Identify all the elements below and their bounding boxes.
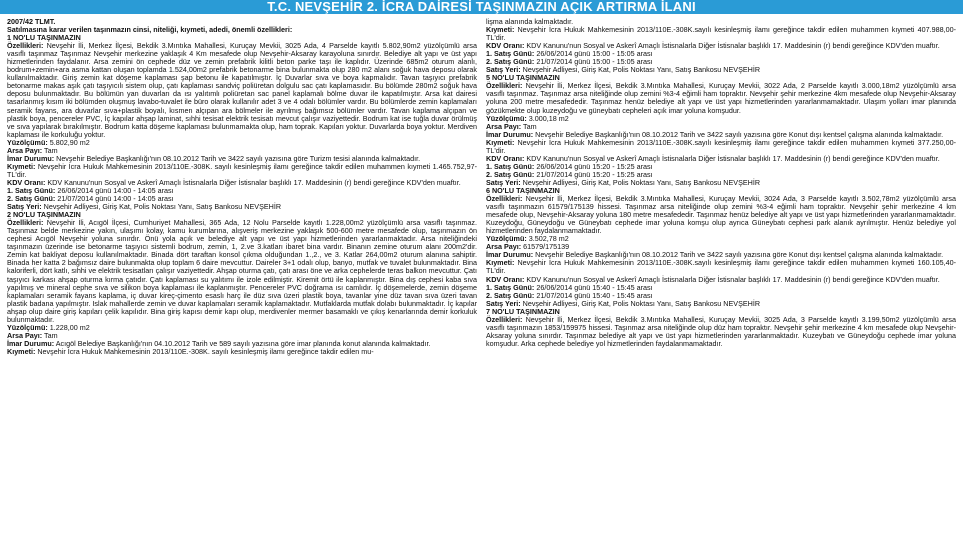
field-text: 5.802,90 m2 — [47, 137, 90, 147]
field-label: Arsa Payı: — [486, 242, 522, 252]
field-label: KDV Oranı: — [486, 41, 525, 51]
announcement-body — [0, 14, 963, 537]
field-text: 3.000,18 m2 — [526, 113, 569, 123]
field-text: 21/07/2014 günü 15:20 - 15:25 arası — [534, 169, 653, 179]
field-label: Yüzölçümü: — [7, 322, 48, 332]
field-label: 2. Satış Günü: — [7, 194, 56, 204]
field-label: 7 NO'LU TAŞINMAZIN — [486, 306, 560, 316]
field-text: 26/06/2014 günü 15:20 - 15:25 arası — [534, 161, 653, 171]
field-label: Yüzölçümü: — [486, 234, 527, 244]
field-label: KDV Oranı: — [486, 274, 525, 284]
paragraph — [486, 139, 956, 155]
field-label: Satış Yeri: — [486, 177, 521, 187]
field-text: 26/06/2014 günü 15:00 - 15:05 arası — [534, 49, 653, 59]
field-label: İmar Durumu: — [486, 129, 534, 139]
field-label: Satış Yeri: — [7, 202, 42, 212]
field-text: 61579/175139 — [521, 242, 570, 252]
right-column — [486, 18, 956, 537]
paragraph — [7, 324, 477, 332]
paragraph — [486, 115, 956, 123]
field-label: Özellikleri: — [486, 314, 523, 324]
field-label: Kıymeti: — [486, 137, 515, 147]
field-text: Nevşehir İli, Merkez İlçesi, Bekdik 3.Mıntıka Mahallesi, Kuruçay Mevkii, 3025 Ada, 3 Parselde kayıtlı 3.199,50m2 yüzölçümlü arsa vasıflı taşınmazın 1853/159975 hissesi. Taşınmaz arsa niteliğinde olup düz ham topraktır. Nevşehir şehir merkezine 4 km mesafede olup Nevşehir-Aksaray yoluna sınırdır. Taşınmaz belediye alt yapı ve üst yapı hizmetlerinden yararlanmaktadır. Kuzeybatı ve Güneydoğu cephede imar yoluna komşudur. Arka cephede belediye yol hizmetlerinden faydalanmamaktadır. — [486, 314, 956, 348]
field-label: Özellikleri: — [486, 194, 523, 204]
left-column — [7, 18, 477, 537]
field-label: İmar Durumu: — [486, 250, 534, 260]
field-text: Tam — [42, 330, 58, 340]
field-label: 2. Satış Günü: — [486, 290, 535, 300]
paragraph — [7, 163, 477, 179]
field-text: Nevşehir İcra Hukuk Mahkemesinin 2013/110E.-308K. sayılı kesinleşmiş ilamı gereğince takdir edilen mu- — [35, 346, 374, 356]
field-text: Nevşehir İli, Merkez İlçesi, Bekdik 3.Mıntıka Mahallesi, Kuruçay Mevkii, 3025 Ada, 4 Parselde kayıtlı 5.802,90m2 yüzölçümlü arsa vasıflı taşınmaz Taşınmaz Nevşehir merkezine yaklaşık 4 Km mesafede olup Nevşehir-Aksaray karayoluna sınırdır. Belediye alt yapı ve üst yapı hizmetlerinden faydalanır. Arsa zemini ön cephede düz ve zemin prefabrik kilitli beton parke taşı ile kaplıdır. Üzerinde 685m2 oturum alanlı, bodrum+zemin+ara asma kattan oluşan toplamda 1.524,00m2 prefabrik betonarme bina bulunmakta olup 280 m2 alanı soğuk hava deposu olarak kullanılmaktadır. Giriş zemin kat döşeme kaplaması şap betonu ile kapatılmıştır. İç Duvarlar sıva ve boya kapmalıdır. Tavan taşıyıcı prefabrik betonarme makas aşık çatı taşıyıcılı sistem olup, çatı kaplaması sandviç poliüretan dolgulu sac çatı kaplamasıdır. Bu bölümde 280m2 soğuk hava deposu bulunmaktadır. Bu bölümün yan duvarları da ısı yalıtımlı poliüretan sac panel kaplamalı bölme duvar ile kapatılmıştır. Arsa kat dairesi tasarlanmış kısım iki bölümden oluşmuş lavabo-tuvalet ile büro olarak kullanılır adet 3 ve 4 odalı bölümler vardır. Bu bölümlerde zemin kaplamaları seramik fayans, ara duvarlar sıva+plastik boyalı, kısmen alçıpan ara bölmeler ile ayrılmış bağımsız bölümler vardır. Tavan kaplama alçıpan ve plastik boya, pencereler PVC, İç kapılar ahşap laminat, sıhhi tesisat elektrik tesisatı mevcut çalışır vaziyettedir. Bodrum kat ise tuğla duvar örülmüş ve sıva yapılarak bırakılmıştır. Bodrum katta döşeme kaplaması bulunmamakta olup, ham toprak. Kapıları yoktur. Duvarlarda boya yoktur. Merdiven kaplaması ile korkuluğu yoktur. — [7, 41, 477, 139]
field-text: Nevşehir İcra Hukuk Mahkemesinin 2013/110E.-308K. sayılı kesinleşmiş ilamı gereğince takdir edilen muhammen kıymeti 1.465.752,97-TL'dir. — [7, 161, 477, 179]
field-text: Nevşehir Belediye Başkanlığı'nın 08.10.2012 Tarih ve 3422 sayılı yazısına göre Konut dışı kentsel çalışma alanında kalmaktadır. — [533, 250, 944, 260]
field-text: Nevşehir Adliyesi, Giriş Kat, Polis Noktası Yanı, Satış Bankosu NEVŞEHİR — [520, 65, 761, 75]
field-label: 2 NO'LU TAŞINMAZIN — [7, 210, 81, 220]
field-text: 26/06/2014 günü 15:40 - 15:45 arası — [534, 282, 653, 292]
field-label: 1. Satış Günü: — [486, 49, 535, 59]
field-label: Satılmasına karar verilen taşınmazın cinsi, niteliği, kıymeti, adedi, önemli özellikleri: — [7, 25, 293, 35]
paragraph — [486, 82, 956, 114]
paragraph — [486, 316, 956, 348]
field-text: Nevşehir Belediye Başkanlığı'nın 08.10.2012 Tarih ve 3422 sayılı yazısına göre Turizm tesisi alanında kalmaktadır. — [54, 153, 421, 163]
field-label: Kıymeti: — [486, 258, 515, 268]
field-text: Tam — [42, 145, 58, 155]
field-label: 1 NO'LU TAŞINMAZIN — [7, 33, 81, 43]
field-text: 3.502,78 m2 — [526, 234, 569, 244]
field-text: KDV Kanunu'nun Sosyal ve Askerî Amaçlı İstisnalarla Diğer İstisnalar başlıklı 17. Maddesinin (r) bendi gereğince KDV'den muaftır. — [524, 274, 940, 284]
field-label: 2007/42 TLMT. — [7, 18, 56, 26]
field-text: KDV Kanunu'nun Sosyal ve Askerî Amaçlı İstisnalarla Diğer İstisnalar başlıklı 17. Maddesinin (r) bendi gereğince KDV'den muaftır. — [45, 177, 461, 187]
field-text: Nevşehir Adliyesi, Giriş Kat, Polis Noktası Yanı, Satış Bankosu NEVŞEHİR — [41, 202, 282, 212]
field-label: Yüzölçümü: — [486, 113, 527, 123]
field-label: 2. Satış Günü: — [486, 169, 535, 179]
field-label: 1. Satış Günü: — [486, 161, 535, 171]
field-label: Satış Yeri: — [486, 65, 521, 75]
field-text: KDV Kanunu'nun Sosyal ve Askerî Amaçlı İstisnalarla Diğer İstisnalar başlıklı 17. Maddesinin (r) bendi gereğince KDV'den muaftır. — [524, 41, 940, 51]
field-text: KDV Kanunu'nun Sosyal ve Askerî Amaçlı İstisnalarla Diğer İstisnalar başlıklı 17. Maddesinin (r) bendi gereğince KDV'den muaftır. — [524, 153, 940, 163]
paragraph — [486, 26, 956, 42]
field-text: 26/06/2014 günü 14:00 - 14:05 arası — [55, 185, 174, 195]
field-label: 6 NO'LU TAŞINMAZIN — [486, 185, 560, 195]
field-text: Nevşehir Adliyesi, Giriş Kat, Polis Noktası Yanı, Satış Bankosu NEVŞEHİR — [520, 298, 761, 308]
field-text: Acıgöl Belediye Başkanlığı'nın 04.10.2012 Tarih ve 589 sayılı yazısına göre imar planında konut alanında kalmaktadır. — [54, 338, 431, 348]
field-text: Nevşehir İli, Merkez İlçesi, Bekdik 3.Mıntıka Mahallesi, Kuruçay Mevkii, 3022 Ada, 2 Parselde kayıtlı 3.000,18m2 yüzölçümlü arsa vasıflı taşınmaz. Taşınmaz arsa niteliğinde olup zemini %3-4 eğimli ham topraktır. Nevşehir şehir merkezine 4km mesafede olup Nevşehir-Aksaray yoluna 200 metre mesafededir. Taşınmaz henüz belediye alt yapı ve üst yapı hizmetlerinden yararlanmamaktadır. Ulaşım yolları imar planında gözükmekte olup kuzeydoğu ve güneybatı cepheleri açık imar yoluna komşudur. — [486, 81, 956, 115]
field-label: Satış Yeri: — [486, 298, 521, 308]
field-text: 21/07/2014 günü 15:00 - 15:05 arası — [534, 57, 653, 67]
field-text: 21/07/2014 günü 14:00 - 14:05 arası — [55, 194, 174, 204]
field-text: Nevşehir İli, Merkez İlçesi, Bekdik 3.Mıntıka Mahallesi, Kuruçay Mevkii, 3024 Ada, 3 Parselde kayıtlı 3.502,78m2 yüzölçümlü arsa vasıflı taşınmazın 61579/175139 hissesi. Taşınmaz arsa niteliğinde olup zemini %3-4 eğimli ham topraktır. Nevşehir şehir merkezine 4 km mesafede olup, Nevşehir-Aksaray yoluna 180 metre mesafededir. Taşınmaz henüz belediye alt yapı ve üst yapı hizmetlerinden yararlanmamaktadır. Kuzeydoğu, Güneydoğu ve Güneybatı cephede imar yoluna komşu olup ayrıca Güneybatı cephesi park alanık ayrılmıştır. Henüz belediye yol hizmetlerinden faydalanmamaktadır. — [486, 194, 956, 236]
field-label: Arsa Payı: — [7, 330, 43, 340]
field-text: Nevşehir İcra Hukuk Mahkemesinin 2013/110E.-308K.sayılı kesinleşmiş ilamı gereğince takdir edilen muhammen kıymeti 377.250,00-TL'dir. — [486, 137, 956, 155]
field-label: İmar Durumu: — [7, 338, 55, 348]
field-text: lişma alanında kalmaktadır. — [486, 18, 574, 26]
field-label: Kıymeti: — [7, 161, 36, 171]
field-label: İmar Durumu: — [7, 153, 55, 163]
paragraph — [486, 195, 956, 235]
field-label: Yüzölçümü: — [7, 137, 48, 147]
field-text: Tam — [521, 121, 537, 131]
field-label: Kıymeti: — [7, 346, 36, 356]
field-text: Nevşehir İcra Hukuk Mahkemesinin 2013/110E.-308K.sayılı kesinleşmiş ilamı gereğince takdir edilen muhammen kıymeti 160.105,40-TL'dir. — [486, 258, 956, 276]
field-label: KDV Oranı: — [7, 177, 46, 187]
field-label: 5 NO'LU TAŞINMAZIN — [486, 73, 560, 83]
field-text: Nevşehir Belediye Başkanlığı'nın 08.10.2012 Tarih ve 3422 sayılı yazısına göre Konut dışı kentsel çalışma alanında kalmaktadır. — [533, 129, 944, 139]
paragraph — [7, 219, 477, 324]
field-label: Arsa Payı: — [486, 121, 522, 131]
field-text: Nevşehir İli, Acıgöl İlçesi, Cumhuriyet Mahallesi, 365 Ada, 12 Nolu Parselde kayıtlı 1.228,00m2 yüzölçümlü arsa vasıflı taşınmaz. Taşınmaz belde merkezine yakın, ulaşımı kolay, kamu kurumlarına, alışveriş merkezine yaklaşık 500-600 metre mesafede olup, taşınmazın ön cephesi Acıgöl Nevşehir yoluna sınırdır. Önü yola açık ve belediye alt yapı ve üst yapı hizmetlerinden yararlanmaktadır. Arsa niteliğindeki taşınmazın üzerinde ise betonarme taşıyıcı sistemli bodrum, zemin, 1, 2.ve 3.katları ibaret bina vardır. Binanın zemine oturum alanı 200m2'dir. Zemin kat bakliyat deposu kullanılmaktadır. Binada dört taraftan konsol çıkma olduğundan 1.,2., ve 3. Katlar 264,00m2 oturum alanına sahiptir. Binada her katta 2 bağımsız daire bulunmakta olup toplam 6 daire mevcuttur. Daireler 3+1 odalı olup, banyo, mutfak ve tuvalet bulunmaktadır. Bina kaloriferli, dört katlı, sıhhi ve elektrik tesisatları çalışır vaziyettedir. Ahşap oturma çatı, çatı arası öne ve arka cephelerde teras balkon mevcuttur. Çatı taşıyıcı karkası ahşap oturma kırma çatıdır. Çatı kaplaması su yalıtımı ile izole edilmiştir. Kiremit örtü ile kaplanmıştır. Bina dış cephesi kaba sıva yapılmış ve mineral cephe sıva ve silikon boya kaplaması ile kaplanmıştır. Pencereler PVC doğrama ısı camlıdır. İç döşemelerde, zemin döşeme kaplamaları seramik fayans kaplama, iç duvar kireç-çimento esaslı harç ile düz sıva üzeri plastik boya, tavanlar yine düz tavan sıva üzeri tavan plastik badana yapılmıştır. Islak mahallerde zemin ve duvar kaplamaları seramik kaplamaktadır. Mutfaklarda mutfak dolabı bulunmaktadır. İç kapılar ahşap olup daire giriş kapıları çelik kapılıdır. Bina giriş kapısı demir kapı olup, merdivenler mermer basamaklı ve çıkış kenarlarında demir korkuluk bulunmaktadır. — [7, 218, 477, 324]
field-label: Özellikleri: — [7, 41, 44, 51]
field-label: Özellikleri: — [7, 218, 44, 228]
paragraph — [7, 139, 477, 147]
paragraph — [7, 348, 477, 356]
field-text: Nevşehir Adliyesi, Giriş Kat, Polis Noktası Yanı, Satış Bankosu NEVŞEHİR — [520, 177, 761, 187]
field-label: Özellikleri: — [486, 81, 523, 91]
field-label: 1. Satış Günü: — [7, 185, 56, 195]
paragraph — [7, 42, 477, 139]
field-text: 1.228,00 m2 — [47, 322, 90, 332]
field-label: 1. Satış Günü: — [486, 282, 535, 292]
page-title: T.C. NEVŞEHİR 2. İCRA DAİRESİ TAŞINMAZIN AÇIK ARTIRMA İLANI — [0, 0, 963, 14]
field-label: Arsa Payı: — [7, 145, 43, 155]
field-label: 2. Satış Günü: — [486, 57, 535, 67]
field-label: KDV Oranı: — [486, 153, 525, 163]
field-text: Nevşehir İcra Hukuk Mahkemesinin 2013/110E.-308K.sayılı kesinleşmiş ilamı gereğince takdir edilen muhammen kıymeti 407.988,00-TL'dir. — [486, 25, 956, 43]
field-label: Kıymeti: — [486, 25, 515, 35]
field-text: 21/07/2014 günü 15:40 - 15:45 arası — [534, 290, 653, 300]
paragraph — [486, 259, 956, 275]
